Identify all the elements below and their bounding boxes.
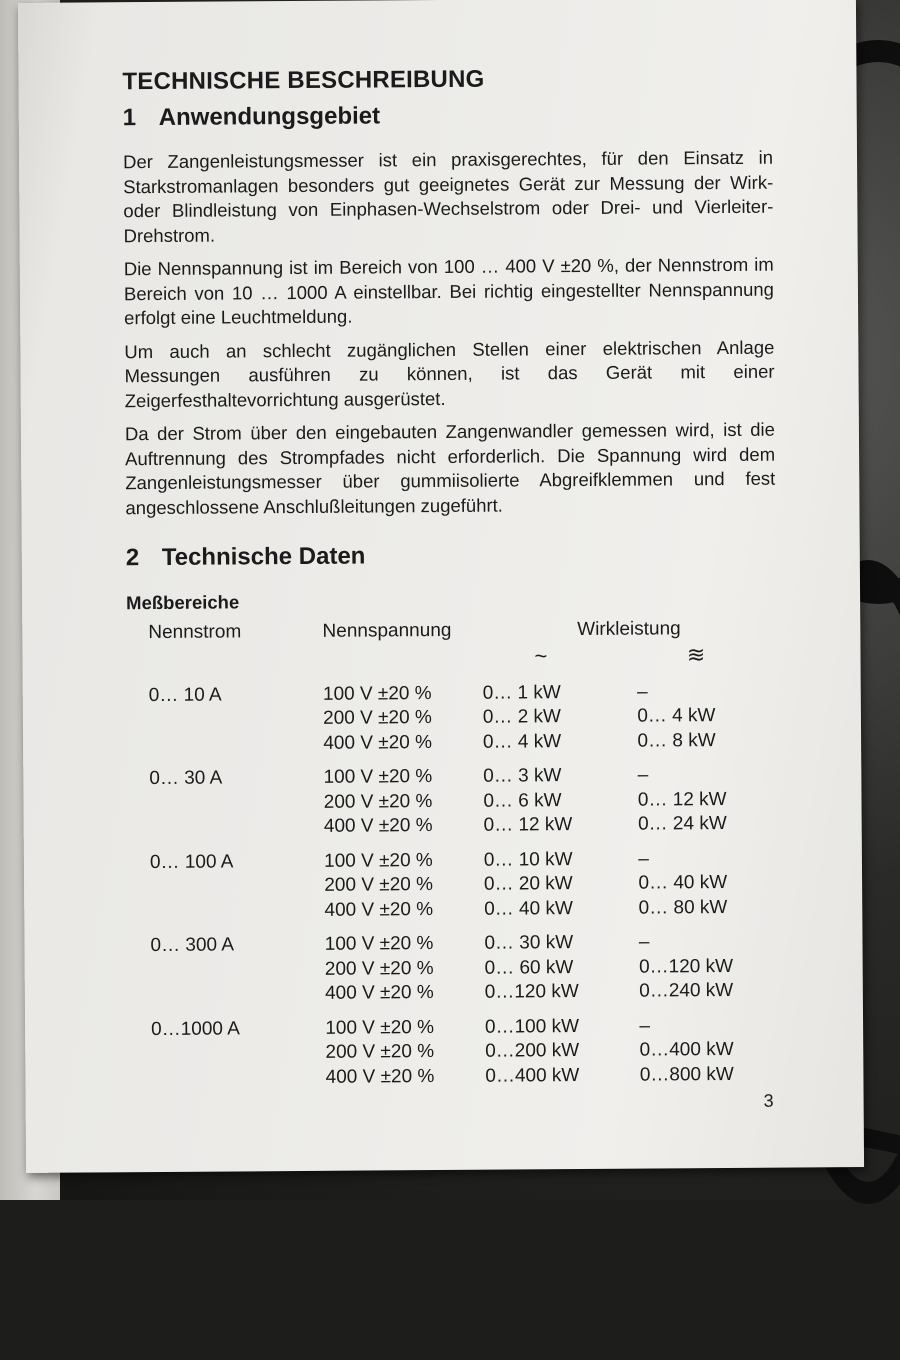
section-1-number: 1 — [122, 104, 137, 132]
nennstrom-cell: 0…1000 A — [151, 1017, 240, 1040]
table-row — [127, 727, 777, 756]
paragraph: Die Nennspannung ist im Bereich von 100 … 400 V ±20 %, der Nennstrom im Bereich von 10 … 1000 A einstellbar. Bei richtig eingestellter Nennspannung erfolgt eine Leuchtmeldung. — [123, 253, 775, 329]
wirkleistung-ac-cell: 0…200 kW — [485, 1040, 580, 1062]
nennspannung-cell: 400 V ±20 % — [324, 982, 434, 1004]
table-row — [129, 953, 779, 982]
nennspannung-cell: 100 V ±20 % — [325, 1016, 435, 1039]
column-header-wirkleistung: Wirkleistung — [577, 618, 681, 641]
wirkleistung-ac-cell: 0… 4 kW — [482, 730, 562, 753]
nennspannung-cell: 200 V ±20 % — [324, 874, 434, 896]
table-row — [129, 1061, 779, 1090]
nennspannung-cell: 400 V ±20 % — [325, 1065, 435, 1088]
wirkleistung-three-phase-cell: 0… 80 kW — [638, 896, 728, 919]
page-number: 3 — [763, 1090, 774, 1111]
table-row — [128, 810, 778, 839]
nennspannung-cell: 100 V ±20 % — [322, 682, 432, 705]
nennspannung-cell: 400 V ±20 % — [324, 898, 434, 921]
table-header-row — [126, 614, 776, 645]
nennstrom-cell — [129, 1064, 325, 1090]
paragraph: Um auch an schlecht zugänglichen Stellen einer elektrischen Anlage Messungen ausführen zu können, ist das Gerät mit einer Zeigerfesthaltevorrichtung ausgerüstet. — [124, 336, 775, 411]
nennstrom-cell: 0… 100 A — [149, 850, 234, 873]
paragraph: Da der Strom über den eingebauten Zangenwandler gemessen wird, ist die Auftrennung des Strompfades nicht erforderlich. Die Spannung wird dem Zangenleistungsmesser über gummiisolierte Abgreifklemmen und fest angeschlossene Anschlußleitungen zugeführt. — [124, 418, 776, 518]
wirkleistung-ac-cell: 0… 40 kW — [484, 897, 573, 920]
wirkleistung-ac-cell: 0… 2 kW — [482, 706, 562, 728]
section-1-title — [123, 100, 773, 133]
nennspannung-cell: 200 V ±20 % — [323, 790, 433, 813]
wirkleistung-ac-cell: 0… 6 kW — [483, 789, 562, 812]
wirkleistung-three-phase-cell: 0… 24 kW — [637, 813, 727, 835]
wirkleistung-three-phase-cell: – — [639, 1015, 651, 1037]
nennspannung-cell: 100 V ±20 % — [323, 766, 433, 788]
wirkleistung-three-phase-cell: 0… 4 kW — [637, 705, 716, 727]
nennstrom-cell — [129, 956, 325, 982]
paragraph: Der Zangenleistungsmesser ist ein praxisgerechtes, für den Einsatz in Starkstromanlagen besonders gut geeignetes Gerät zur Messung der Wirk- oder Blindleistung von Einphasen-Wechselstrom oder Drei- und Vierleiter-Drehstrom. — [122, 146, 774, 246]
measurement-ranges-heading: Meßbereiche — [126, 591, 240, 614]
nennstrom-cell: 0… 30 A — [149, 767, 223, 790]
ac-symbol: ~ — [534, 643, 548, 669]
wirkleistung-ac-cell: 0…120 kW — [484, 981, 579, 1003]
column-header-nennspannung: Nennspannung — [322, 619, 452, 642]
wirkleistung-three-phase-cell: 0… 8 kW — [637, 729, 716, 752]
nennspannung-cell: 200 V ±20 % — [324, 957, 434, 980]
nennstrom-cell — [127, 705, 323, 731]
nennstrom-cell — [127, 730, 323, 756]
nennspannung-cell: 200 V ±20 % — [323, 707, 432, 729]
table-row — [128, 869, 778, 898]
nennstrom-cell — [128, 813, 324, 839]
wirkleistung-ac-cell: 0…400 kW — [485, 1064, 580, 1087]
column-header-nennstrom: Nennstrom — [148, 621, 242, 644]
wirkleistung-ac-cell: 0… 3 kW — [483, 765, 562, 787]
wirkleistung-ac-cell: 0… 1 kW — [482, 681, 561, 704]
section-2-label: Technische Daten — [161, 542, 366, 571]
page-content — [122, 58, 779, 1090]
wirkleistung-ac-cell: 0… 60 kW — [484, 956, 574, 979]
table-row — [129, 977, 779, 1006]
nennstrom-cell: 0… 300 A — [150, 934, 235, 957]
section-2-title — [126, 540, 776, 573]
nennstrom-cell — [128, 897, 324, 923]
three-phase-symbol: ≋ — [686, 642, 706, 668]
measurement-ranges-table — [126, 614, 779, 1090]
wirkleistung-ac-cell: 0… 12 kW — [483, 814, 573, 836]
booklet-page — [18, 0, 864, 1173]
nennstrom-cell — [127, 789, 323, 815]
wirkleistung-three-phase-cell: 0…800 kW — [639, 1063, 734, 1086]
wirkleistung-three-phase-cell: – — [638, 848, 649, 870]
nennspannung-cell: 400 V ±20 % — [323, 815, 433, 837]
wirkleistung-ac-cell: 0… 30 kW — [484, 932, 574, 954]
section-1-label: Anwendungsgebiet — [158, 102, 381, 131]
table-row — [127, 702, 777, 731]
wirkleistung-ac-cell: 0… 10 kW — [483, 848, 573, 871]
nennstrom-cell — [129, 1039, 325, 1065]
nennstrom-cell — [128, 872, 324, 898]
wirkleistung-ac-cell: 0… 20 kW — [483, 873, 573, 895]
wirkleistung-three-phase-cell: 0…120 kW — [638, 955, 734, 978]
wirkleistung-three-phase-cell: – — [637, 764, 649, 786]
table-symbol-row — [126, 640, 776, 673]
table-row — [129, 1036, 779, 1065]
wirkleistung-three-phase-cell: – — [637, 681, 648, 703]
wirkleistung-ac-cell: 0…100 kW — [484, 1015, 580, 1038]
section-2-number: 2 — [125, 544, 140, 572]
wirkleistung-three-phase-cell: 0… 40 kW — [638, 872, 728, 894]
nennstrom-cell: 0… 10 A — [148, 684, 222, 706]
nennspannung-cell: 100 V ±20 % — [324, 849, 433, 872]
nennspannung-cell: 100 V ±20 % — [324, 933, 434, 955]
table-row — [128, 894, 778, 923]
wirkleistung-three-phase-cell: – — [638, 931, 650, 953]
wirkleistung-three-phase-cell: 0…400 kW — [639, 1038, 734, 1061]
table-row — [127, 786, 777, 815]
wirkleistung-three-phase-cell: 0… 12 kW — [637, 788, 727, 811]
nennspannung-cell: 200 V ±20 % — [325, 1041, 435, 1063]
document-heading: TECHNISCHE BESCHREIBUNG — [122, 65, 485, 96]
nennspannung-cell: 400 V ±20 % — [323, 731, 433, 754]
wirkleistung-three-phase-cell: 0…240 kW — [639, 979, 734, 1002]
nennstrom-cell — [129, 980, 325, 1006]
